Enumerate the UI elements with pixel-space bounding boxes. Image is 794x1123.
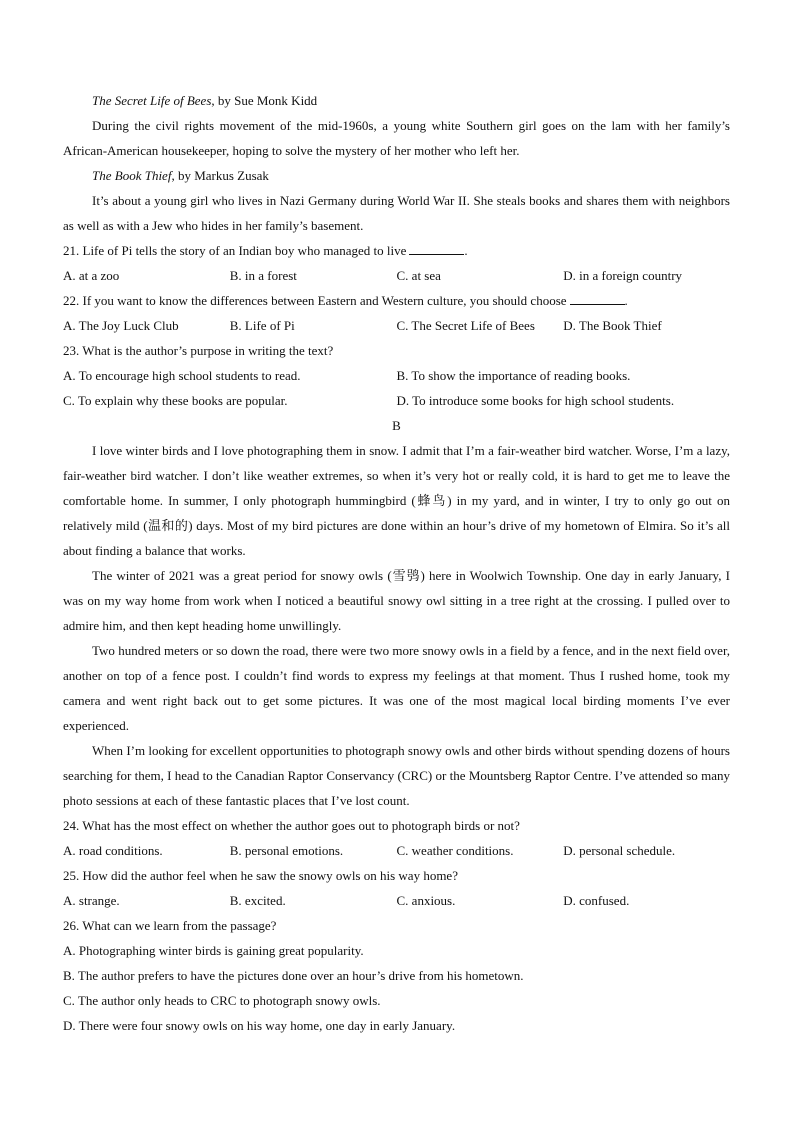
question-25-options [63, 888, 730, 913]
book-author: , by Sue Monk Kidd [211, 93, 318, 108]
option-b: B. excited. [229, 893, 286, 908]
option-d: D. To introduce some books for high school students. [396, 393, 675, 408]
question-24: 24. What has the most effect on whether the author goes out to photograph birds or not? [63, 818, 520, 833]
section-heading: B [392, 418, 401, 433]
question-21 [63, 238, 730, 263]
option-a: A. The Joy Luck Club [63, 318, 179, 333]
answer-blank [570, 290, 625, 305]
option-d: D. There were four snowy owls on his way home, one day in early January. [63, 1018, 456, 1033]
question-stem-end: . [624, 293, 628, 308]
question-stem: 22. If you want to know the differences between Eastern and Western culture, you should choose [63, 293, 567, 308]
option-c: C. The Secret Life of Bees [396, 318, 535, 333]
question-stem-end: . [464, 243, 468, 258]
book-title-line [63, 163, 730, 188]
passage-paragraph: I love winter birds and I love photographing them in snow. I admit that I’m a fair-weather bird watcher. Worse, I’m a lazy, fair-weather bird watcher. I don’t like weather extremes, so when it’s very hot or really cold, it is hard to get me to leave the comfortable home. In summer, I only photograph hummingbird (蜂鸟) in my yard, and in winter, I try to only go out on relatively mild (温和的) days. Most of my bird pictures are done within an hour’s drive of my hometown of Elmira. So it’s all about finding a balance that works. [63, 443, 730, 558]
passage-paragraph: When I’m looking for excellent opportunities to photograph snowy owls and other birds without spending dozens of hours searching for them, I head to the Canadian Raptor Conservancy (CRC) or the Mountsberg Raptor Centre. I’ve attended so many photo sessions at each of these fantastic places that I’ve lost count. [63, 743, 730, 808]
option-a: A. strange. [63, 893, 120, 908]
book-title: The Secret Life of Bees [92, 93, 212, 108]
question-24-options [63, 838, 730, 863]
option-b: B. The author prefers to have the pictures done over an hour’s drive from his hometown. [63, 968, 524, 983]
book-description: It’s about a young girl who lives in Nazi Germany during World War II. She steals books and shares them with neighbors as well as with a Jew who hides in her family’s basement. [63, 193, 730, 233]
option-c: C. at sea [396, 268, 441, 283]
option-d: D. in a foreign country [563, 268, 683, 283]
option-b: B. in a forest [229, 268, 297, 283]
question-23-options-row1 [63, 363, 730, 388]
passage-paragraph: The winter of 2021 was a great period for snowy owls (雪鸮) here in Woolwich Township. One day in early January, I was on my way home from work when I noticed a beautiful snowy owl sitting in a tree right at the crossing. I pulled over to admire him, and then kept heading home unwillingly. [63, 568, 730, 633]
option-b: B. To show the importance of reading books. [396, 368, 631, 383]
option-d: D. confused. [563, 893, 630, 908]
question-26: 26. What can we learn from the passage? [63, 918, 277, 933]
answer-blank [409, 240, 464, 255]
question-25: 25. How did the author feel when he saw the snowy owls on his way home? [63, 868, 458, 883]
option-c: C. To explain why these books are popular. [63, 393, 288, 408]
option-b: B. Life of Pi [229, 318, 295, 333]
option-c: C. weather conditions. [396, 843, 514, 858]
passage-paragraph: Two hundred meters or so down the road, there were two more snowy owls in a field by a fence, and in the next field over, another on top of a fence post. I couldn’t find words to express my feelings at that moment. Thus I rushed home, took my camera and went right back out to get some pictures. It was one of the most magical local birding moments I’ve ever experienced. [63, 643, 730, 733]
book-title-line [63, 88, 730, 113]
book-author: , by Markus Zusak [171, 168, 269, 183]
option-a: A. Photographing winter birds is gaining great popularity. [63, 943, 364, 958]
book-title: The Book Thief [92, 168, 172, 183]
book-description: During the civil rights movement of the mid-1960s, a young white Southern girl goes on the lam with her family’s African-American housekeeper, hoping to solve the mystery of her mother who left her. [63, 118, 730, 158]
question-23-options-row2 [63, 388, 730, 413]
question-22 [63, 288, 730, 313]
question-stem: 21. Life of Pi tells the story of an Indian boy who managed to live [63, 243, 407, 258]
option-d: D. The Book Thief [563, 318, 662, 333]
option-a: A. road conditions. [63, 843, 163, 858]
option-b: B. personal emotions. [229, 843, 344, 858]
option-c: C. The author only heads to CRC to photograph snowy owls. [63, 993, 381, 1008]
option-a: A. To encourage high school students to read. [63, 368, 301, 383]
question-23: 23. What is the author’s purpose in writing the text? [63, 343, 334, 358]
option-d: D. personal schedule. [563, 843, 676, 858]
document-content [63, 88, 730, 1038]
question-22-options [63, 313, 730, 338]
option-a: A. at a zoo [63, 268, 120, 283]
question-21-options [63, 263, 730, 288]
option-c: C. anxious. [396, 893, 456, 908]
